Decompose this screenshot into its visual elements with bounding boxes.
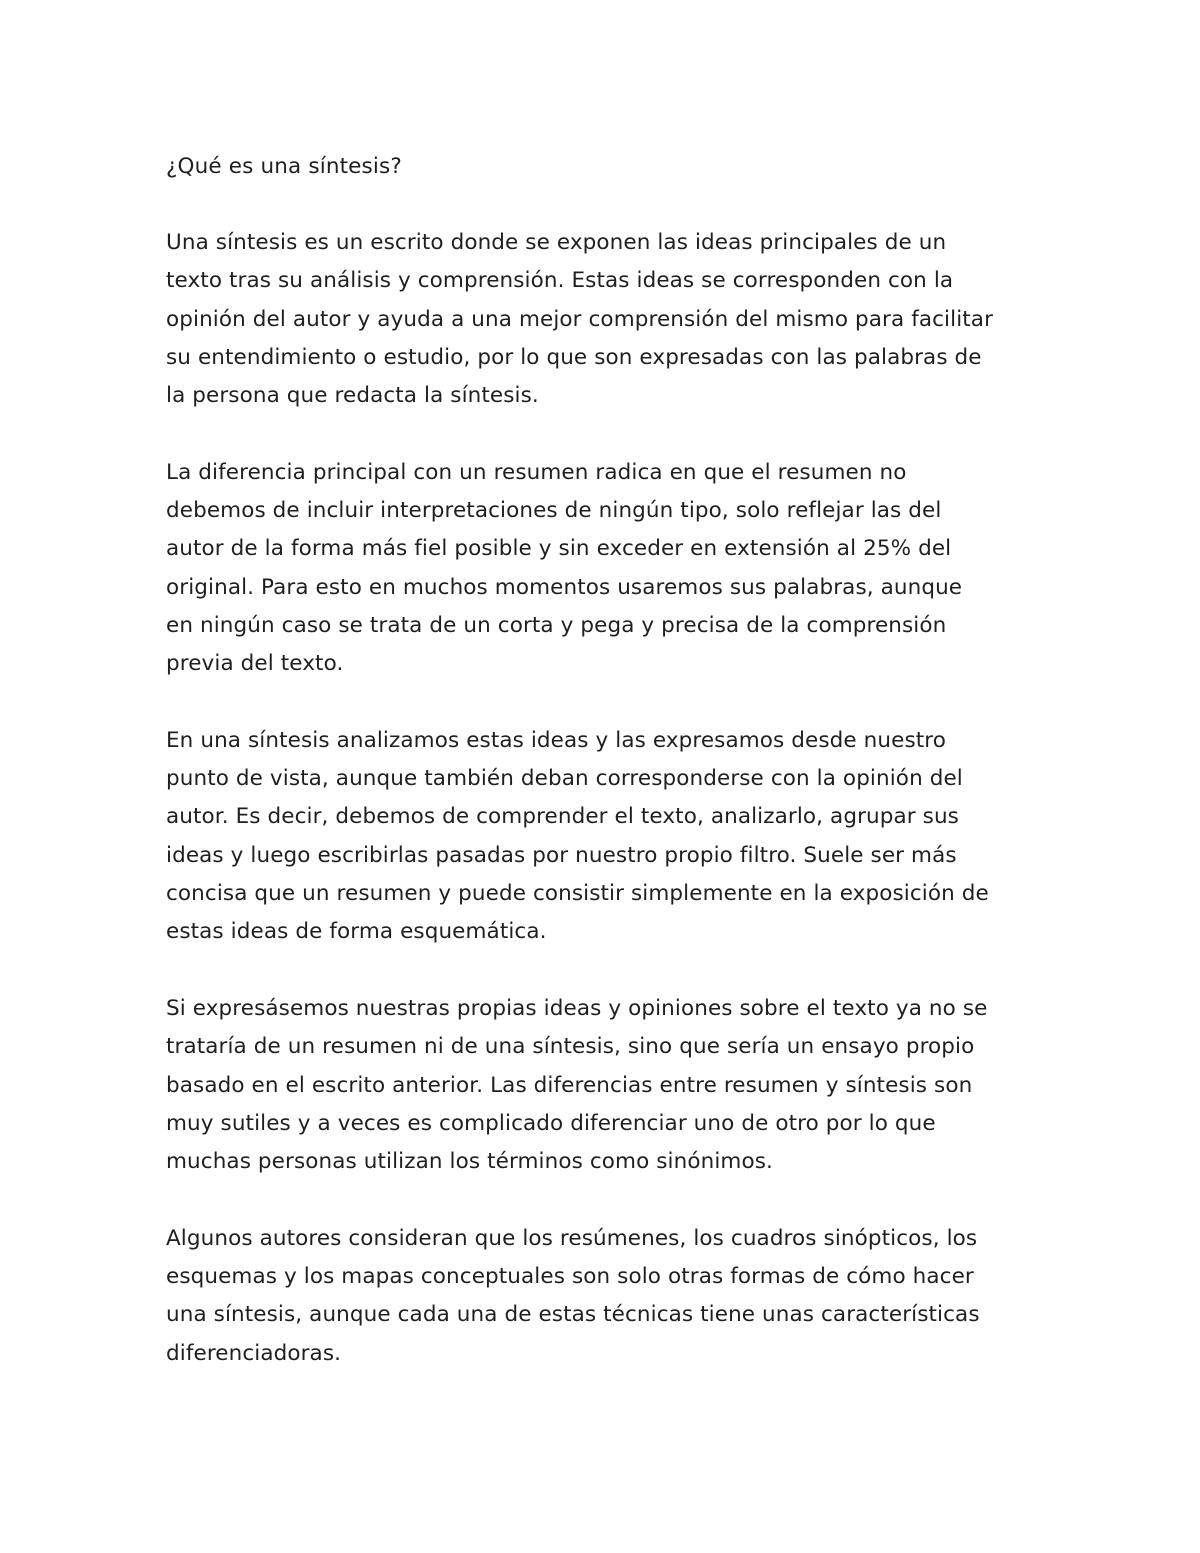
text-line: diferenciadoras. — [166, 1340, 342, 1366]
paragraph-1 — [166, 224, 1046, 415]
text-line: trataría de un resumen ni de una síntesis, sino que sería un ensayo propio — [166, 1034, 975, 1060]
text-line: En una síntesis analizamos estas ideas y las expresamos desde nuestro — [166, 727, 947, 753]
text-line: Si expresásemos nuestras propias ideas y opiniones sobre el texto ya no se — [166, 995, 988, 1021]
paragraph-5 — [166, 1220, 1046, 1373]
text-line: su entendimiento o estudio, por lo que son expresadas con las palabras de — [166, 344, 982, 370]
text-line: autor. Es decir, debemos de comprender el texto, analizarlo, agrupar sus — [166, 804, 959, 830]
text-line: debemos de incluir interpretaciones de ningún tipo, solo reflejar las del — [166, 498, 942, 524]
paragraph-3 — [166, 722, 1046, 952]
text-line: esquemas y los mapas conceptuales son solo otras formas de cómo hacer — [166, 1264, 974, 1290]
text-line: punto de vista, aunque también deban corresponderse con la opinión del — [166, 766, 963, 792]
text-line: opinión del autor y ayuda a una mejor comprensión del mismo para facilitar — [166, 306, 994, 332]
paragraph-2 — [166, 454, 1046, 684]
text-line: Algunos autores consideran que los resúmenes, los cuadros sinópticos, los — [166, 1225, 978, 1251]
text-line: muchas personas utilizan los términos como sinónimos. — [166, 1149, 773, 1175]
text-line: basado en el escrito anterior. Las diferencias entre resumen y síntesis son — [166, 1072, 973, 1098]
text-line: La diferencia principal con un resumen radica en que el resumen no — [166, 459, 907, 485]
text-line: ideas y luego escribirlas pasadas por nuestro propio filtro. Suele ser más — [166, 842, 957, 868]
text-line: previa del texto. — [166, 651, 344, 677]
text-line: muy sutiles y a veces es complicado diferenciar uno de otro por lo que — [166, 1110, 936, 1136]
text-line: en ningún caso se trata de un corta y pega y precisa de la comprensión — [166, 612, 947, 638]
text-line: concisa que un resumen y puede consistir simplemente en la exposición de — [166, 881, 989, 907]
text-line: la persona que redacta la síntesis. — [166, 383, 539, 409]
text-line: Una síntesis es un escrito donde se exponen las ideas principales de un — [166, 230, 947, 255]
text-line: texto tras su análisis y comprensión. Estas ideas se corresponden con la — [166, 268, 954, 294]
text-line: estas ideas de forma esquemática. — [166, 919, 547, 945]
text-line: una síntesis, aunque cada una de estas técnicas tiene unas características — [166, 1302, 980, 1328]
paragraph-4 — [166, 990, 1046, 1181]
text-line: original. Para esto en muchos momentos usaremos sus palabras, aunque — [166, 574, 963, 600]
document-body — [166, 148, 1046, 1411]
document-title: ¿Qué es una síntesis? — [166, 154, 402, 179]
text-line: autor de la forma más fiel posible y sin exceder en extensión al 25% del — [166, 536, 952, 562]
